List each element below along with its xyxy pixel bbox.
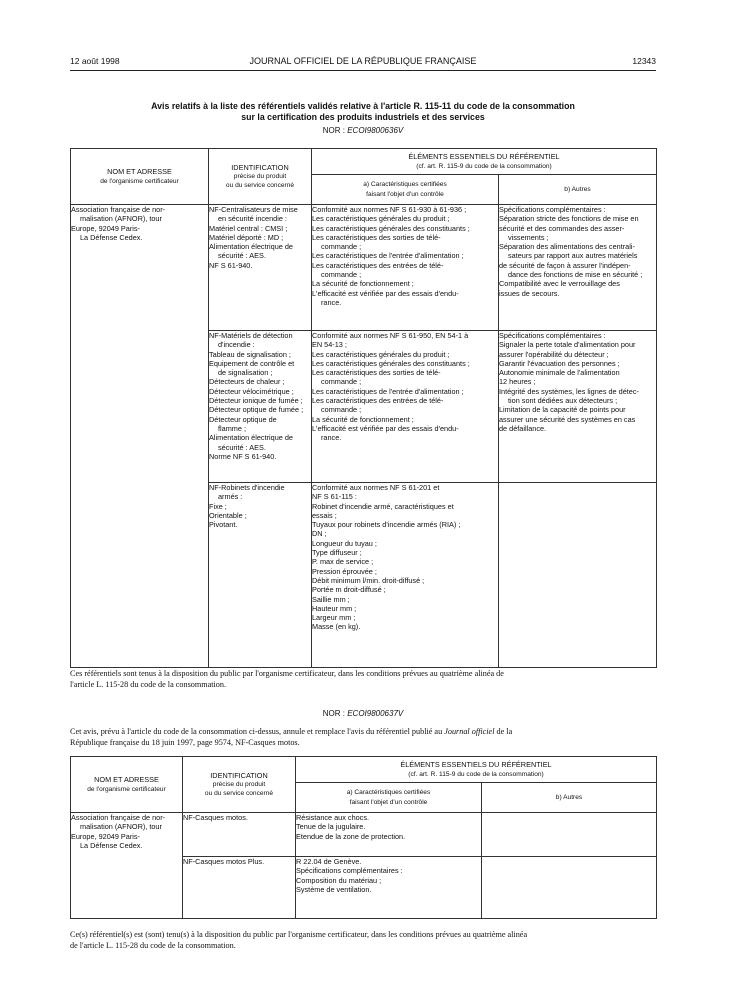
cell-line: Spécifications complémentaires : bbox=[499, 205, 606, 214]
header-text: ÉLÉMENTS ESSENTIELS DU RÉFÉRENTIEL bbox=[408, 152, 560, 162]
cell-line: L'efficacité est vérifiée par des essais d'endu- bbox=[312, 423, 459, 433]
cell-line: commande ; bbox=[321, 377, 362, 387]
table-row bbox=[71, 813, 657, 857]
cell-line: en sécurité incendie : bbox=[218, 214, 287, 224]
header-text: faisant l'objet d'un contrôle bbox=[366, 190, 444, 198]
cell-line: essais ; bbox=[312, 510, 337, 520]
organisme-cell bbox=[71, 813, 183, 919]
paragraph-2 bbox=[70, 727, 656, 748]
cell-line: Pression éprouvée ; bbox=[312, 566, 377, 576]
nor-label: NOR : bbox=[322, 126, 345, 135]
cell-line: Orientable ; bbox=[209, 510, 247, 520]
header-text: faisant l'objet d'un contrôle bbox=[349, 798, 428, 806]
header-identification bbox=[209, 149, 312, 205]
header-caracteristiques-certifiees bbox=[312, 175, 499, 205]
cell-line: NF S 61-115 : bbox=[312, 492, 357, 502]
cell-line: vissements ; bbox=[508, 232, 549, 242]
header-journal: JOURNAL OFFICIEL DE LA RÉPUBLIQUE FRANÇAISE bbox=[249, 56, 477, 66]
header-text: de l'organisme certificateur bbox=[87, 785, 166, 793]
paragraph-line: l'article L. 115-28 du code de la consommation. bbox=[70, 679, 227, 689]
cell-line: Les caractéristiques générales des constituants ; bbox=[312, 358, 470, 368]
cell-line: La sécurité de fonctionnement ; bbox=[312, 414, 414, 424]
cell-line: Les caractéristiques générales du produit ; bbox=[312, 349, 450, 359]
cell-line: Europe, 92049 Paris- bbox=[71, 831, 140, 841]
header-text: (cf. art. R. 115-9 du code de la consommation) bbox=[416, 162, 552, 170]
header-autres bbox=[499, 175, 657, 205]
cell-line: NF-Casques motos. bbox=[183, 813, 248, 822]
paragraph-line: Ces référentiels sont tenus à la disposition du public par l'organisme certificateur, dans les conditions prévues au quatrième alinéa de bbox=[70, 669, 504, 678]
cell-line: Tuyaux pour robinets d'incendie armés (RIA) ; bbox=[312, 520, 461, 530]
cell-line: L'efficacité est vérifiée par des essais d'endu- bbox=[312, 288, 459, 298]
header-text: a) Caractéristiques certifiées bbox=[346, 789, 431, 797]
cell-line: NF-Matériels de détection bbox=[209, 331, 293, 340]
header-elements-essentiels bbox=[312, 149, 657, 175]
cell-line: armés : bbox=[218, 492, 243, 502]
header-nom-adresse bbox=[71, 149, 209, 205]
cell-line: malisation (AFNOR), tour bbox=[80, 822, 162, 832]
cell-line: Les caractéristiques de l'entrée d'alimentation ; bbox=[312, 251, 464, 261]
cell-line: Détecteur optique de fumée ; bbox=[209, 405, 304, 415]
cell-line: de défaillance. bbox=[499, 423, 547, 433]
cell-line: assurer l'opérabilité du détecteur ; bbox=[499, 349, 609, 359]
caracteristiques-cell bbox=[312, 483, 499, 668]
header-autres bbox=[482, 783, 657, 813]
paragraph-line: de l'article L. 115-28 du code de la consommation. bbox=[70, 940, 236, 950]
header-text: (cf. art. R. 115-9 du code de la consommation) bbox=[408, 770, 544, 778]
paragraph-text: de la bbox=[494, 727, 513, 736]
cell-line: Débit minimum l/min. droit-diffusé ; bbox=[312, 575, 425, 585]
cell-line: R 22.04 de Genève. bbox=[296, 857, 362, 866]
header-text: NOM ET ADRESSE bbox=[107, 167, 172, 177]
cell-line: Système de ventilation. bbox=[296, 884, 372, 894]
title-line: Avis relatifs à la liste des référentiels validés relative à l'article R. 115-11 du code de la consommation bbox=[151, 101, 575, 111]
header-nom-adresse bbox=[71, 757, 183, 813]
cell-line: NF S 61-940. bbox=[209, 260, 253, 270]
paragraph-line: Ce(s) référentiel(s) est (sont) tenu(s) à la disposition du public par l'organisme certificateur, dans les conditions prévues au quatrième alinéa bbox=[70, 930, 528, 939]
cell-line: Les caractéristiques générales du produit ; bbox=[312, 214, 450, 224]
cell-line: Spécifications complémentaires : bbox=[296, 866, 403, 876]
cell-line: Longueur du tuyau ; bbox=[312, 538, 377, 548]
cell-line: commande ; bbox=[321, 242, 362, 252]
caracteristiques-cell bbox=[312, 205, 499, 331]
cell-line: 12 heures ; bbox=[499, 377, 536, 387]
cell-line: flamme ; bbox=[218, 423, 246, 433]
cell-line: EN 54-13 ; bbox=[312, 340, 347, 350]
cell-line: Masse (en kg). bbox=[312, 622, 361, 632]
cell-line: Association française de nor- bbox=[71, 813, 166, 822]
organisme-cell bbox=[71, 205, 209, 668]
paragraph-line: République française du 18 juin 1997, page 9574, NF-Casques motos. bbox=[70, 737, 300, 747]
cell-line: La Défense Cedex. bbox=[80, 232, 143, 242]
paragraph-3 bbox=[70, 930, 656, 951]
cell-line: Séparation des alimentations des centrali- bbox=[499, 242, 635, 252]
cell-line: Détecteur optique de bbox=[209, 414, 277, 424]
table-row bbox=[71, 205, 657, 331]
header-text: ou du service concerné bbox=[204, 790, 274, 798]
cell-line: Robinet d'incendie armé, caractéristiques et bbox=[312, 501, 454, 511]
header-text: précise du produit bbox=[233, 172, 287, 180]
running-header bbox=[70, 56, 656, 70]
cell-line: DN ; bbox=[312, 529, 327, 539]
header-identification bbox=[183, 757, 296, 813]
autres-cell bbox=[499, 331, 657, 483]
cell-line: Europe, 92049 Paris- bbox=[71, 223, 140, 233]
cell-line: sécurité : AES. bbox=[218, 251, 266, 261]
nor-label: NOR : bbox=[322, 709, 345, 718]
cell-line: Les caractéristiques de l'entrée d'alimentation ; bbox=[312, 386, 464, 396]
cell-line: de sécurité de façon à assurer l'indépen- bbox=[499, 260, 631, 270]
identification-cell bbox=[183, 857, 296, 919]
header-text: IDENTIFICATION bbox=[210, 770, 268, 780]
cell-line: rance. bbox=[321, 297, 342, 307]
referentiels-table-2 bbox=[70, 756, 657, 919]
cell-line: Saillie mm ; bbox=[312, 594, 350, 604]
cell-line: de signalisation ; bbox=[218, 368, 273, 378]
cell-line: sateurs par rapport aux autres matériels bbox=[508, 251, 638, 261]
cell-line: commande ; bbox=[321, 405, 362, 415]
cell-line: Détecteur ionique de fumée ; bbox=[209, 396, 303, 406]
header-date: 12 août 1998 bbox=[70, 56, 120, 66]
paragraph-1 bbox=[70, 669, 656, 690]
cell-line: Tenue de la jugulaire. bbox=[296, 822, 366, 832]
cell-line: Détecteur vélocimétrique ; bbox=[209, 386, 294, 396]
caracteristiques-cell bbox=[296, 857, 482, 919]
cell-line: dance des fonctions de mise en sécurité ; bbox=[508, 270, 643, 280]
header-text: ÉLÉMENTS ESSENTIELS DU RÉFÉRENTIEL bbox=[400, 760, 552, 770]
cell-line: Type diffuseur ; bbox=[312, 548, 362, 558]
autres-cell bbox=[499, 483, 657, 668]
cell-line: P. max de service ; bbox=[312, 557, 374, 567]
header-text: b) Autres bbox=[564, 185, 591, 193]
header-text: NOM ET ADRESSE bbox=[94, 775, 159, 785]
cell-line: Les caractéristiques des sorties de télé- bbox=[312, 232, 441, 242]
caracteristiques-cell bbox=[312, 331, 499, 483]
cell-line: Séparation stricte des fonctions de mise en bbox=[499, 214, 639, 224]
header-text: précise du produit bbox=[212, 780, 266, 788]
cell-line: Norme NF S 61-940. bbox=[209, 451, 277, 461]
header-text: IDENTIFICATION bbox=[231, 162, 289, 172]
cell-line: Alimentation électrique de bbox=[209, 433, 293, 443]
caracteristiques-cell bbox=[296, 813, 482, 857]
cell-line: sécurité et des commandes des asser- bbox=[499, 223, 625, 233]
cell-line: Portée m droit-diffusé ; bbox=[312, 585, 386, 595]
cell-line: Les caractéristiques des entrées de télé- bbox=[312, 260, 444, 270]
nor-code: ECOI9800636V bbox=[347, 126, 404, 135]
cell-line: Matériel déporté : MD ; bbox=[209, 232, 284, 242]
header-text: de l'organisme certificateur bbox=[100, 177, 179, 185]
cell-line: Les caractéristiques générales des constituants ; bbox=[312, 223, 470, 233]
cell-line: Limitation de la capacité de points pour bbox=[499, 405, 626, 415]
identification-cell bbox=[183, 813, 296, 857]
cell-line: issues de secours. bbox=[499, 288, 560, 298]
cell-line: Autonomie minimale de l'alimentation bbox=[499, 368, 620, 378]
cell-line: rance. bbox=[321, 433, 342, 443]
cell-line: Garantir l'évacuation des personnes ; bbox=[499, 358, 620, 368]
cell-line: Compatibilité avec le verrouillage des bbox=[499, 279, 620, 289]
cell-line: Etendue de la zone de protection. bbox=[296, 831, 406, 841]
cell-line: Spécifications complémentaires : bbox=[499, 331, 606, 340]
notice-title bbox=[70, 101, 656, 123]
cell-line: Alimentation électrique de bbox=[209, 242, 293, 252]
cell-line: Largeur mm ; bbox=[312, 613, 356, 623]
autres-cell bbox=[482, 857, 657, 919]
header-rule bbox=[70, 70, 656, 71]
cell-line: Intégrité des systèmes, les lignes de détec- bbox=[499, 386, 639, 396]
identification-cell bbox=[209, 483, 312, 668]
cell-line: malisation (AFNOR), tour bbox=[80, 214, 162, 224]
cell-line: La Défense Cedex. bbox=[80, 840, 143, 850]
header-caracteristiques-certifiees bbox=[296, 783, 482, 813]
referentiels-table-1 bbox=[70, 148, 657, 668]
autres-cell bbox=[499, 205, 657, 331]
cell-line: Composition du matériau ; bbox=[296, 875, 382, 885]
nor-code: ECOI9800637V bbox=[347, 709, 404, 718]
cell-line: assurer une sécurité des systèmes en cas bbox=[499, 414, 636, 424]
cell-line: Conformité aux normes NF S 61-950, EN 54-1 à bbox=[312, 331, 469, 340]
cell-line: commande ; bbox=[321, 270, 362, 280]
identification-cell bbox=[209, 205, 312, 331]
cell-line: Signaler la perte totale d'alimentation pour bbox=[499, 340, 636, 350]
paragraph-line bbox=[70, 727, 656, 738]
cell-line: Résistance aux chocs. bbox=[296, 813, 370, 822]
cell-line: Equipement de contrôle et bbox=[209, 358, 295, 368]
header-text: ou du service concerné bbox=[225, 182, 295, 190]
cell-line: Hauteur mm ; bbox=[312, 603, 357, 613]
cell-line: Les caractéristiques des entrées de télé- bbox=[312, 396, 444, 406]
identification-cell bbox=[209, 331, 312, 483]
cell-line: NF-Robinets d'incendie bbox=[209, 483, 285, 492]
cell-line: La sécurité de fonctionnement ; bbox=[312, 279, 414, 289]
cell-line: d'incendie : bbox=[218, 340, 255, 350]
cell-line: Fixe ; bbox=[209, 501, 227, 511]
cell-line: Matériel central : CMSI ; bbox=[209, 223, 288, 233]
cell-line: tion sont dédiées aux détecteurs ; bbox=[508, 396, 618, 406]
cell-line: Association française de nor- bbox=[71, 205, 166, 214]
cell-line: Conformité aux normes NF S 61-930 à 61-936 ; bbox=[312, 205, 467, 214]
header-elements-essentiels bbox=[296, 757, 657, 783]
nor-reference-2 bbox=[70, 709, 656, 718]
nor-reference-1 bbox=[70, 126, 656, 135]
journal-officiel-italic: Journal officiel bbox=[444, 727, 495, 736]
autres-cell bbox=[482, 813, 657, 857]
cell-line: Pivotant. bbox=[209, 520, 238, 530]
header-text: b) Autres bbox=[555, 793, 583, 801]
cell-line: NF-Centralisateurs de mise bbox=[209, 205, 298, 214]
cell-line: sécurité : AES. bbox=[218, 442, 266, 452]
paragraph-text: Cet avis, prévu à l'article du code de la consommation ci-dessus, annule et remplace l'avis du référentiel publié au bbox=[70, 727, 445, 736]
header-page-number: 12343 bbox=[632, 56, 656, 66]
cell-line: Les caractéristiques des sorties de télé- bbox=[312, 368, 441, 378]
cell-line: Détecteurs de chaleur ; bbox=[209, 377, 285, 387]
cell-line: NF-Casques motos Plus. bbox=[183, 857, 265, 866]
title-line: sur la certification des produits industriels et des services bbox=[241, 112, 485, 122]
header-text: a) Caractéristiques certifiées bbox=[363, 181, 447, 189]
cell-line: Tableau de signalisation ; bbox=[209, 349, 291, 359]
cell-line: Conformité aux normes NF S 61-201 et bbox=[312, 483, 440, 492]
